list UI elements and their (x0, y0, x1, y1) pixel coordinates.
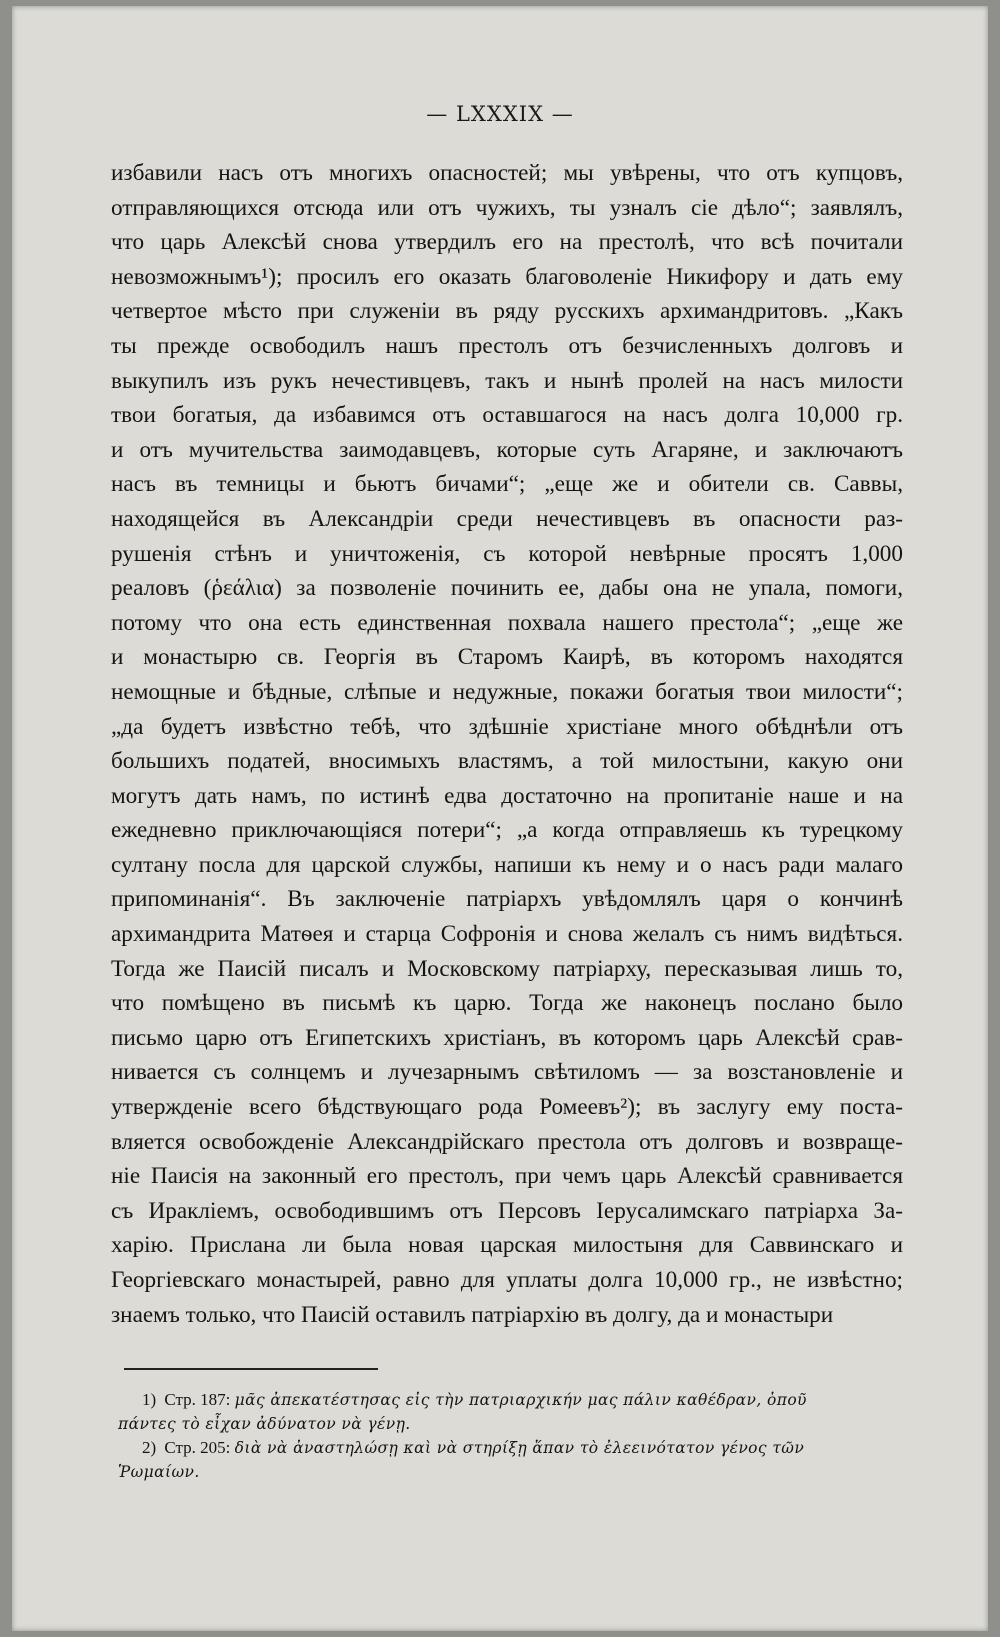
page-header-roman-numeral: — LXXXIX — (426, 102, 574, 126)
text-line: Тогда же Паисій писалъ и Московскому патріарху, пересказывая лишь то, (111, 955, 903, 982)
text-line: письмо царю отъ Египетскихъ христіанъ, въ которомъ царь Алексѣй срав- (111, 1024, 903, 1051)
text-line: находящейся въ Александріи среди нечестивцевъ въ опасности раз- (111, 505, 903, 532)
text-line: архимандрита Матѳея и старца Софронія и снова желалъ съ нимъ видѣться. (111, 921, 903, 948)
text-line: и отъ мучительства заимодавцевъ, которые суть Агаряне, и заключаютъ (111, 436, 903, 463)
footnote-greek-text: μᾶς ἀπεκατέστησας εἰς τὴν πατριαρχικήν μας πάλιν καθέδραν, ὁποῦ (234, 1391, 807, 1409)
text-line: четвертое мѣсто при служеніи въ ряду русскихъ архимандритовъ. „Какъ (111, 298, 903, 325)
text-line: насъ въ темницы и бьютъ бичами“; „еще же и обители св. Саввы, (111, 471, 903, 498)
text-line: выкупилъ изъ рукъ нечестивцевъ, такъ и нынѣ пролей на насъ милости (111, 367, 903, 394)
footnote-greek-text: πάντες τὸ εἶχαν ἀδύνατον νὰ γένῃ. (118, 1415, 411, 1433)
text-line: что помѣщено въ письмѣ къ царю. Тогда же наконецъ послано было (111, 990, 903, 1017)
text-line: большихъ податей, вносимыхъ властямъ, а той милостыни, какую они (111, 748, 903, 775)
footnote-greek-text: Ῥωμαίων. (118, 1463, 200, 1481)
footnote-1 (118, 1388, 912, 1436)
footnotes (118, 1388, 912, 1484)
text-line: и монастырю св. Георгія въ Старомъ Каирѣ, въ которомъ находятся (111, 644, 903, 671)
text-line: реаловъ (ῥεάλια) за позволеніе починить ее, дабы она не упала, помоги, (111, 575, 903, 602)
text-line: ніе Паисія на законный его престолъ, при чемъ царь Алексѣй сравнивается (111, 1163, 903, 1190)
text-line: султану посла для царской службы, напиши къ нему и о насъ ради малаго (111, 851, 903, 878)
text-line: немощные и бѣдные, слѣпые и недужные, покажи богатыя твои милости“; (111, 678, 903, 705)
text-line: невозможнымъ¹); просилъ его оказать благоволеніе Никифору и дать ему (111, 263, 903, 290)
text-line: припоминанія“. Въ заключеніе патріархъ увѣдомлялъ царя о кончинѣ (111, 886, 903, 913)
text-line: Георгіевскаго монастырей, равно для уплаты долга 10,000 гр., не извѣстно; (111, 1267, 903, 1293)
footnote-2 (118, 1436, 912, 1484)
text-line: избавили насъ отъ многихъ опасностей; мы увѣрены, что отъ купцовъ, (111, 160, 903, 186)
text-line: съ Иракліемъ, освободившимъ отъ Персовъ Іерусалимскаго патріарха За- (111, 1197, 903, 1224)
text-line: твои богатыя, да избавимся отъ оставшагося на насъ долга 10,000 гр. (111, 402, 903, 429)
text-line: ежедневно приключающіяся потери“; „а когда отправляешь къ турецкому (111, 817, 903, 844)
text-line: что царь Алексѣй снова утвердилъ его на престолѣ, что всѣ почитали (111, 229, 903, 256)
footnote-divider (124, 1368, 378, 1370)
body-text (111, 156, 903, 1332)
text-line: „да будетъ извѣстно тебѣ, что здѣшніе христіане много обѣднѣли отъ (111, 713, 903, 740)
text-line: отправляющихся отсюда или отъ чужихъ, ты узналъ сіе дѣло“; заявлялъ, (111, 194, 903, 221)
footnote-ref: Стр. 187: (164, 1390, 231, 1409)
text-line: харію. Прислана ли была новая царская милостыня для Саввинскаго и (111, 1232, 903, 1259)
footnote-number: 1) (142, 1390, 157, 1409)
footnote-ref: Стр. 205: (164, 1438, 231, 1457)
book-page (12, 6, 988, 1631)
text-line: могутъ дать намъ, по истинѣ едва достаточно на пропитаніе наше и на (111, 782, 903, 809)
footnote-number: 2) (142, 1438, 157, 1457)
text-line: потому что она есть единственная похвала нашего престола“; „еще же (111, 609, 903, 636)
text-line: ты прежде освободилъ нашъ престолъ отъ безчисленныхъ долговъ и (111, 332, 903, 359)
text-line: утвержденіе всего бѣдствующаго рода Ромеевъ²); въ заслугу ему поста- (111, 1094, 903, 1121)
text-line: нивается съ солнцемъ и лучезарнымъ свѣтиломъ — за возстановленіе и (111, 1059, 903, 1086)
text-line: вляется освобожденіе Александрійскаго престола отъ долговъ и возвраще- (111, 1128, 903, 1155)
text-line: рушенія стѣнъ и уничтоженія, съ которой невѣрные просятъ 1,000 (111, 540, 903, 567)
footnote-greek-text: διὰ νὰ ἀναστηλώσῃ καὶ νὰ στηρίξῃ ἅπαν τὸ ἐλεεινότατον γένος τῶν (234, 1439, 805, 1457)
text-line: знаемъ только, что Паисій оставилъ патріархію въ долгу, да и монастыри (111, 1301, 834, 1328)
